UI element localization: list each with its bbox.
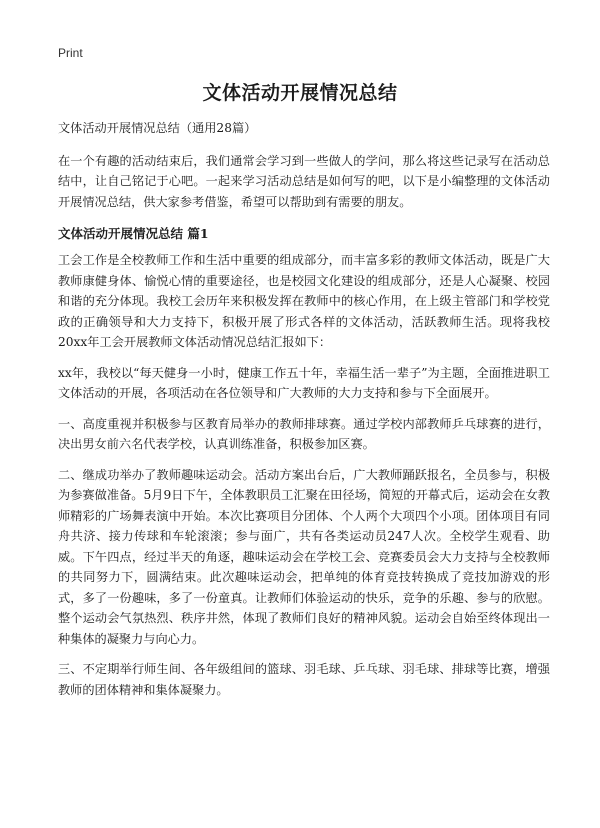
- section-heading: 文体活动开展情况总结 篇1: [58, 226, 209, 241]
- body-paragraph-4: 二、继成功举办了教师趣味运动会。活动方案出台后，广大教师踊跃报名，全员参与，积极为参赛做准备。5月9日下午，全体教职员工汇聚在田径场，简短的开幕式后，运动会在女教师精彩的广场舞表演中开始。本次比赛项目分团体、个人两个大项四个小项。团体项目有同舟共济、接力传球和车轮滚滚；参与面广，共有各类运动员247人次。全校学生观看、助威。下午四点，经过半天的角逐，趣味运动会在学校工会、竞赛委员会大力支持与全校教师的共同努力下，圆满结束。此次趣味运动会，把单纯的体育竞技转换成了竞技加游戏的形式，多了一份趣味，多了一份童真。让教师们体验运动的快乐，竞争的乐趣、参与的欣慰。整个运动会气氛热烈、秩序井然，体现了教师们良好的精神风貌。运动会自始至终体现出一种集体的凝聚力与向心力。: [58, 467, 550, 646]
- body-paragraph-5: 三、不定期举行师生间、各年级组间的篮球、羽毛球、乒乓球、羽毛球、排球等比赛，增强教师的团体精神和集体凝聚力。: [58, 662, 550, 697]
- body-paragraph-2: xx年，我校以“每天健身一小时，健康工作五十年，幸福生活一辈子”为主题，全面推进职工文体活动的开展，各项活动在各位领导和广大教师的大力支持和参与下全面展开。: [58, 365, 550, 400]
- document-subtitle: 文体活动开展情况总结（通用28篇）: [58, 121, 257, 135]
- body-paragraph-3: 一、高度重视并积极参与区教育局举办的教师排球赛。通过学校内部教师乒乓球赛的进行，决出男女前六名代表学校，认真训练准备，积极参加区赛。: [58, 416, 550, 451]
- document-title: 文体活动开展情况总结: [202, 82, 398, 104]
- print-link[interactable]: Print: [58, 46, 83, 60]
- intro-paragraph: 在一个有趣的活动结束后，我们通常会学习到一些做人的学问，那么将这些记录写在活动总结中，让自己铭记于心吧。一起来学习活动总结是如何写的吧，以下是小编整理的文体活动开展情况总结，供大家参考借鉴，希望可以帮助到有需要的朋友。: [58, 153, 550, 209]
- document-body: [58, 118, 550, 710]
- body-paragraph-1: 工会工作是全校教师工作和生活中重要的组成部分，而丰富多彩的教师文体活动，既是广大教师康健身体、愉悦心情的重要途径，也是校园文化建设的组成部分，还是人心凝聚、校园和谐的充分体现。我校工会历年来积极发挥在教师中的核心作用，在上级主管部门和学校党政的正确领导和大力支持下，积极开展了形式各样的文体活动，活跃教师生活。现将我校20xx年工会开展教师文体活动情况总结汇报如下：: [58, 253, 550, 349]
